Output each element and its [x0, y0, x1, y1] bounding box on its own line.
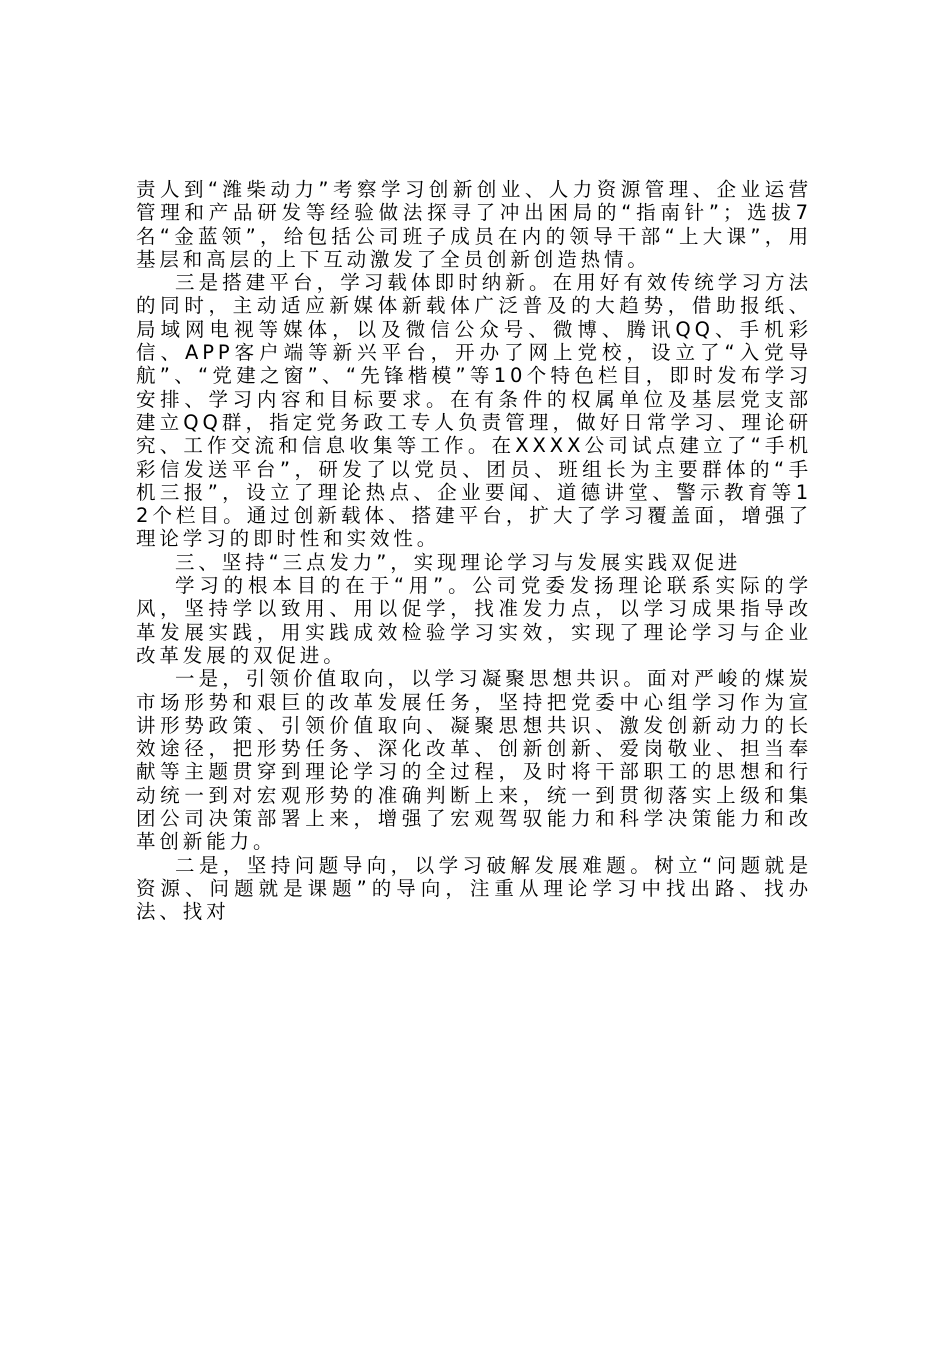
paragraph-value-orientation: 一是，引领价值取向，以学习凝聚思想共识。面对严峻的煤炭市场形势和艰巨的改革发展任务，坚持把党委中心组学习作为宣讲形势政策、引领价值取向、凝聚思想共识、激发创新动力的长效途径，把形势任务、深化改革、创新创新、爱岗敬业、担当奉献等主题贯穿到理论学习的全过程，及时将干部职工的思想和行动统一到对宏观形势的准确判断上来，统一到贯彻落实上级和集团公司决策部署上来，增强了宏观驾驭能力和科学决策能力和改革创新能力。 — [136, 667, 812, 854]
paragraph-continuation: 责人到“潍柴动力”考察学习创新创业、人力资源管理、企业运营管理和产品研发等经验做法探寻了冲出困局的“指南针”；选拔7名“金蓝领”，给包括公司班子成员在内的领导干部“上大课”，用基层和高层的上下互动激发了全员创新创造热情。 — [136, 178, 812, 271]
paragraph-purpose: 学习的根本目的在于“用”。公司党委发扬理论联系实际的学风，坚持学以致用、用以促学，找准发力点，以学习成果指导改革发展实践，用实践成效检验学习实效，实现了理论学习与企业改革发展的双促进。 — [136, 574, 812, 667]
section-heading-three: 三、坚持“三点发力”，实现理论学习与发展实践双促进 — [175, 550, 742, 574]
paragraph-platform: 三是搭建平台，学习载体即时纳新。在用好有效传统学习方法的同时，主动适应新媒体新载体广泛普及的大趋势，借助报纸、局域网电视等媒体，以及微信公众号、微博、腾讯QQ、手机彩信、APP客户端等新兴平台，开办了网上党校，设立了“入党导航”、“党建之窗”、“先锋楷模”等10个特色栏目，即时发布学习安排、学习内容和目标要求。在有条件的权属单位及基层党支部建立QQ群，指定党务政工专人负责管理，做好日常学习、理论研究、工作交流和信息收集等工作。在XXXX公司试点建立了“手机彩信发送平台”，研发了以党员、团员、班组长为主要群体的“手机三报”，设立了理论热点、企业要闻、道德讲堂、警示教育等12个栏目。通过创新载体、搭建平台，扩大了学习覆盖面，增强了理论学习的即时性和实效性。 — [136, 271, 812, 551]
document-body — [136, 178, 812, 924]
paragraph-problem-orientation: 二是，坚持问题导向，以学习破解发展难题。树立“问题就是资源、问题就是课题”的导向，注重从理论学习中找出路、找办法、找对 — [136, 853, 812, 924]
